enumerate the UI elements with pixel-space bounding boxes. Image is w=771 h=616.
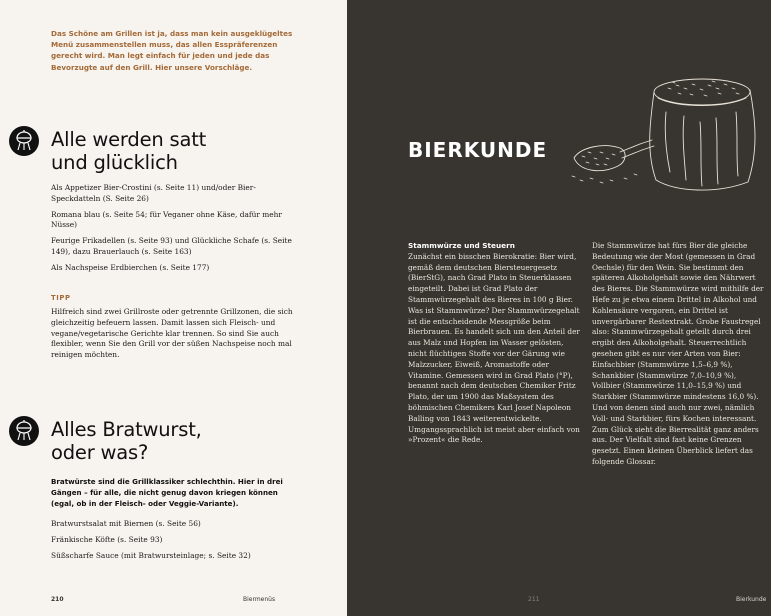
heading-line-2: und glücklich: [51, 151, 178, 174]
grain-sack-and-scoop-illustration: [566, 52, 762, 202]
list-item: Bratwurstsalat mit Biernen (s. Seite 56): [51, 519, 201, 528]
grill-icon: [9, 126, 39, 156]
subheading-stammwuerze: Stammwürze und Steuern: [408, 241, 515, 250]
heading-alle-werden-satt: [51, 128, 321, 174]
menu-list-2: [51, 519, 301, 566]
page-number-right: 211: [528, 596, 540, 603]
list-item: Feurige Frikadellen (s. Seite 93) und Glückliche Schafe (s. Seite 149), dazu Brauerlauch (s. Seite 163): [51, 236, 292, 256]
heading-line-1: Alle werden satt: [51, 128, 207, 151]
menu-list-1: [51, 183, 301, 279]
list-item: Süßscharfe Sauce (mit Bratwursteinlage; s. Seite 32): [51, 550, 251, 560]
running-title-right: Bierkunde: [736, 596, 767, 603]
tip-label: TIPP: [51, 294, 71, 302]
running-title-left: Biermenüs: [243, 596, 276, 603]
list-item: Als Appetizer Bier-Crostini (s. Seite 11) und/oder Bier-Speckdatteln (S. Seite 26): [51, 183, 256, 203]
heading-alles-bratwurst: [51, 418, 321, 464]
text-column-left: [408, 241, 580, 446]
grill-icon: [9, 416, 39, 446]
body-text-left: Zunächst ein bisschen Bierokratie: Bier wird, gemäß dem deutschen Biersteuergesetz (BierStG), nach Grad Plato in Steuerklassen eingeteilt. Dabei ist Grad Plato der Stammwürzegehalt des Bieres in 100 g Bier. Was ist Stammwürze? Der Stammwürzegehalt ist die entscheidende Messgröße beim Bierbrauen. Es handelt sich um den Anteil der aus Malz und Hopfen im Wasser gelösten, nicht flüchtigen Stoffe vor der Gärung wie Malzzucker, Eiweiß, Aromastoffe oder Vitamine. Gemessen wird in Grad Plato (°P), benannt nach dem deutschen Chemiker Fritz Plato, der um 1900 das Maßsystem des böhmischen Chemikers Karl Josef Napoleon Balling von 1843 weiterentwickelte. Umgangssprachlich ist meist aber einfach von »Prozent« die Rede.: [408, 251, 580, 445]
bratwurst-lead: Bratwürste sind die Grillklassiker schlechthin. Hier in drei Gängen – für alle, die nicht genug davon kriegen können (egal, ob in der Fleisch- oder Veggie-Variante).: [51, 477, 283, 508]
list-item: Romana blau (s. Seite 54; für Veganer ohne Käse, dafür mehr Nüsse): [51, 209, 282, 230]
body-text-right: Die Stammwürze hat fürs Bier die gleiche Bedeutung wie der Most (gemessen in Grad Oechsle) für den Wein. Sie bestimmt den späteren Alkoholgehalt sowie den Nährwert des Bieres. Die Stammwürze wird mithilfe der Hefe zu je etwa einem Drittel in Alkohol und Kohlensäure vergoren, ein Drittel ist unvergärbarer Restextrakt. Grobe Faustregel also: Stammwürzegehalt geteilt durch drei ergibt den Alkoholgehalt. Steuerrechtlich gesehen gibt es nur vier Arten von Bier: Einfachbier (Stammwürze 1,5–6,9 %), Schankbier (Stammwürze 7,0–10,9 %), Vollbier (Stammwürze 11,0–15,9 %) und Starkbier (Stammwürze mindestens 16,0 %). Und von denen sind auch nur zwei, nämlich Voll- und Starkbier, fürs Kochen interessant. Zum Glück sieht die Bierrealität ganz anders aus. Der Vielfalt sind fast keine Grenzen gesetzt. Einen kleinen Überblick liefert das folgende Glossar.: [592, 241, 764, 466]
page-title: BIERKUNDE: [408, 138, 548, 162]
left-page: [0, 0, 347, 616]
list-item: Fränkische Köfte (s. Seite 93): [51, 534, 163, 544]
heading-line-1: Alles Bratwurst,: [51, 418, 202, 441]
heading-line-2: oder was?: [51, 441, 149, 464]
page-number-left: 210: [51, 596, 64, 603]
tip-text: Hilfreich sind zwei Grillroste oder getrennte Grillzonen, die sich gleichzeitig befeuern lassen. Damit lassen sich Fleisch- und vegane/vegetarische Gerichte klar trennen. So sind Sie auch flexibler, wenn Sie den Grill vor der süßen Nachspeise noch mal reinigen möchten.: [51, 307, 293, 360]
text-column-right: [592, 241, 764, 468]
list-item: Als Nachspeise Erdbierchen (s. Seite 177): [51, 262, 210, 272]
intro-text: Das Schöne am Grillen ist ja, dass man kein ausgeklügeltes Menü zusammenstellen muss, das allen Esspräferenzen gerecht wird. Man legt einfach für jeden und jede das Bevorzugte auf den Grill. Hier unsere Vorschläge.: [51, 29, 293, 72]
